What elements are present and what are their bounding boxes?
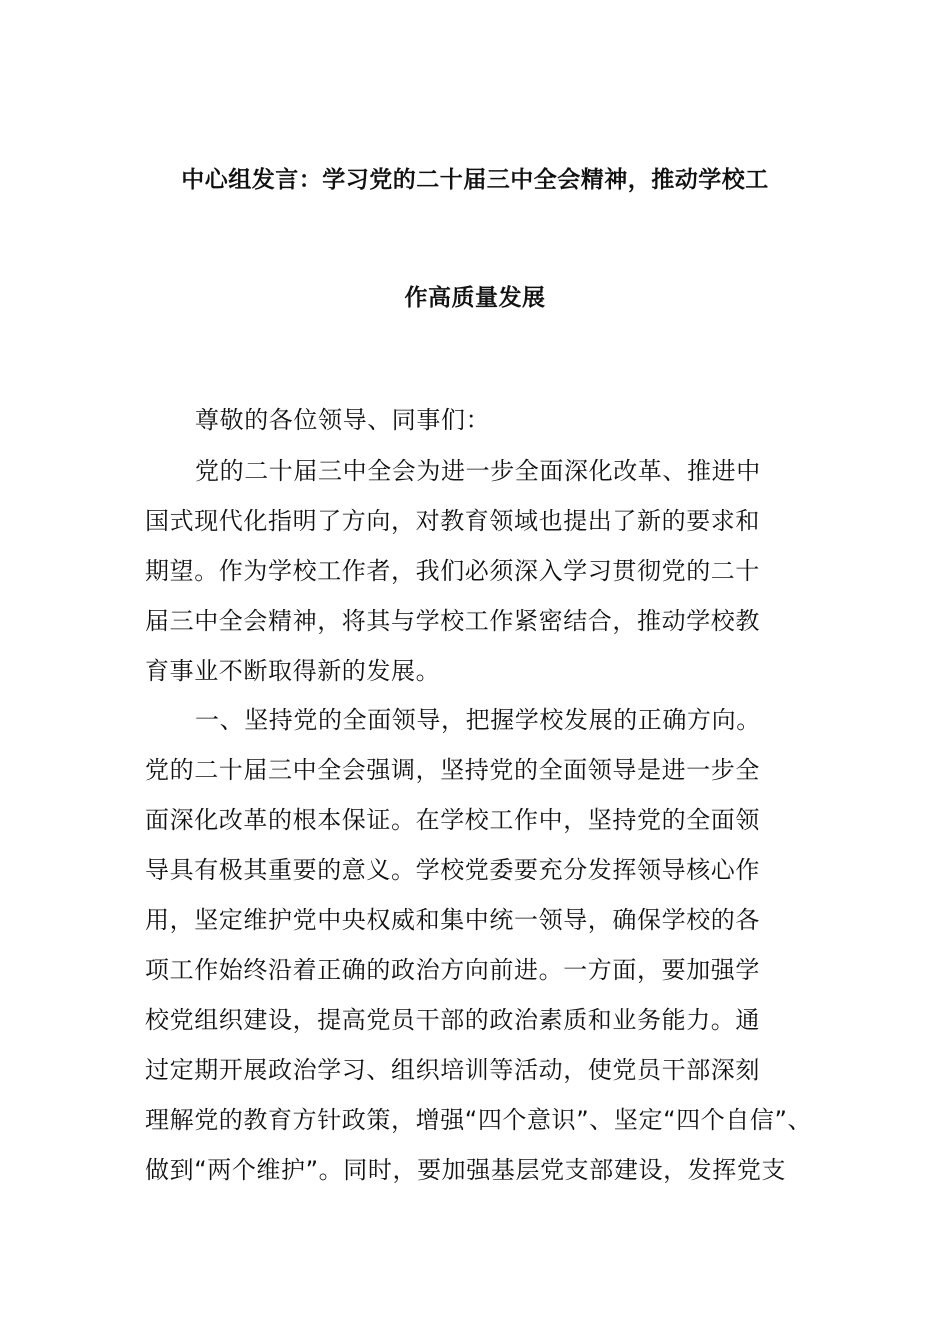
section-heading-line: 一、坚持党的全面领导，把握学校发展的正确方向。 (195, 706, 761, 734)
paragraph-line: 面深化改革的根本保证。在学校工作中，坚持党的全面领 (145, 806, 760, 834)
paragraph-line: 导具有极其重要的意义。学校党委要充分发挥领导核心作 (145, 856, 760, 884)
document-title-line-2: 作高质量发展 (404, 285, 546, 311)
paragraph-line: 理解党的教育方针政策，增强“四个意识”、坚定“四个自信”、 (145, 1106, 813, 1134)
paragraph-line: 校党组织建设，提高党员干部的政治素质和业务能力。通 (145, 1006, 760, 1034)
paragraph-line: 期望。作为学校工作者，我们必须深入学习贯彻党的二十 (145, 557, 760, 585)
paragraph-line: 项工作始终沿着正确的政治方向前进。一方面，要加强学 (145, 956, 760, 984)
paragraph-line: 育事业不断取得新的发展。 (145, 657, 441, 685)
paragraph-line: 届三中全会精神，将其与学校工作紧密结合，推动学校教 (145, 607, 760, 635)
paragraph-line: 用，坚定维护党中央权威和集中统一领导，确保学校的各 (145, 906, 760, 934)
document-title-line-1: 中心组发言：学习党的二十届三中全会精神，推动学校工 (181, 167, 769, 193)
paragraph-line: 做到“两个维护”。同时，要加强基层党支部建设，发挥党支 (145, 1156, 787, 1184)
paragraph-line: 党的二十届三中全会强调，坚持党的全面领导是进一步全 (145, 756, 760, 784)
paragraph-line: 党的二十届三中全会为进一步全面深化改革、推进中 (195, 457, 761, 485)
paragraph-line: 过定期开展政治学习、组织培训等活动，使党员干部深刻 (145, 1056, 760, 1084)
salutation: 尊敬的各位领导、同事们： (195, 406, 491, 434)
paragraph-line: 国式现代化指明了方向，对教育领域也提出了新的要求和 (145, 507, 760, 535)
